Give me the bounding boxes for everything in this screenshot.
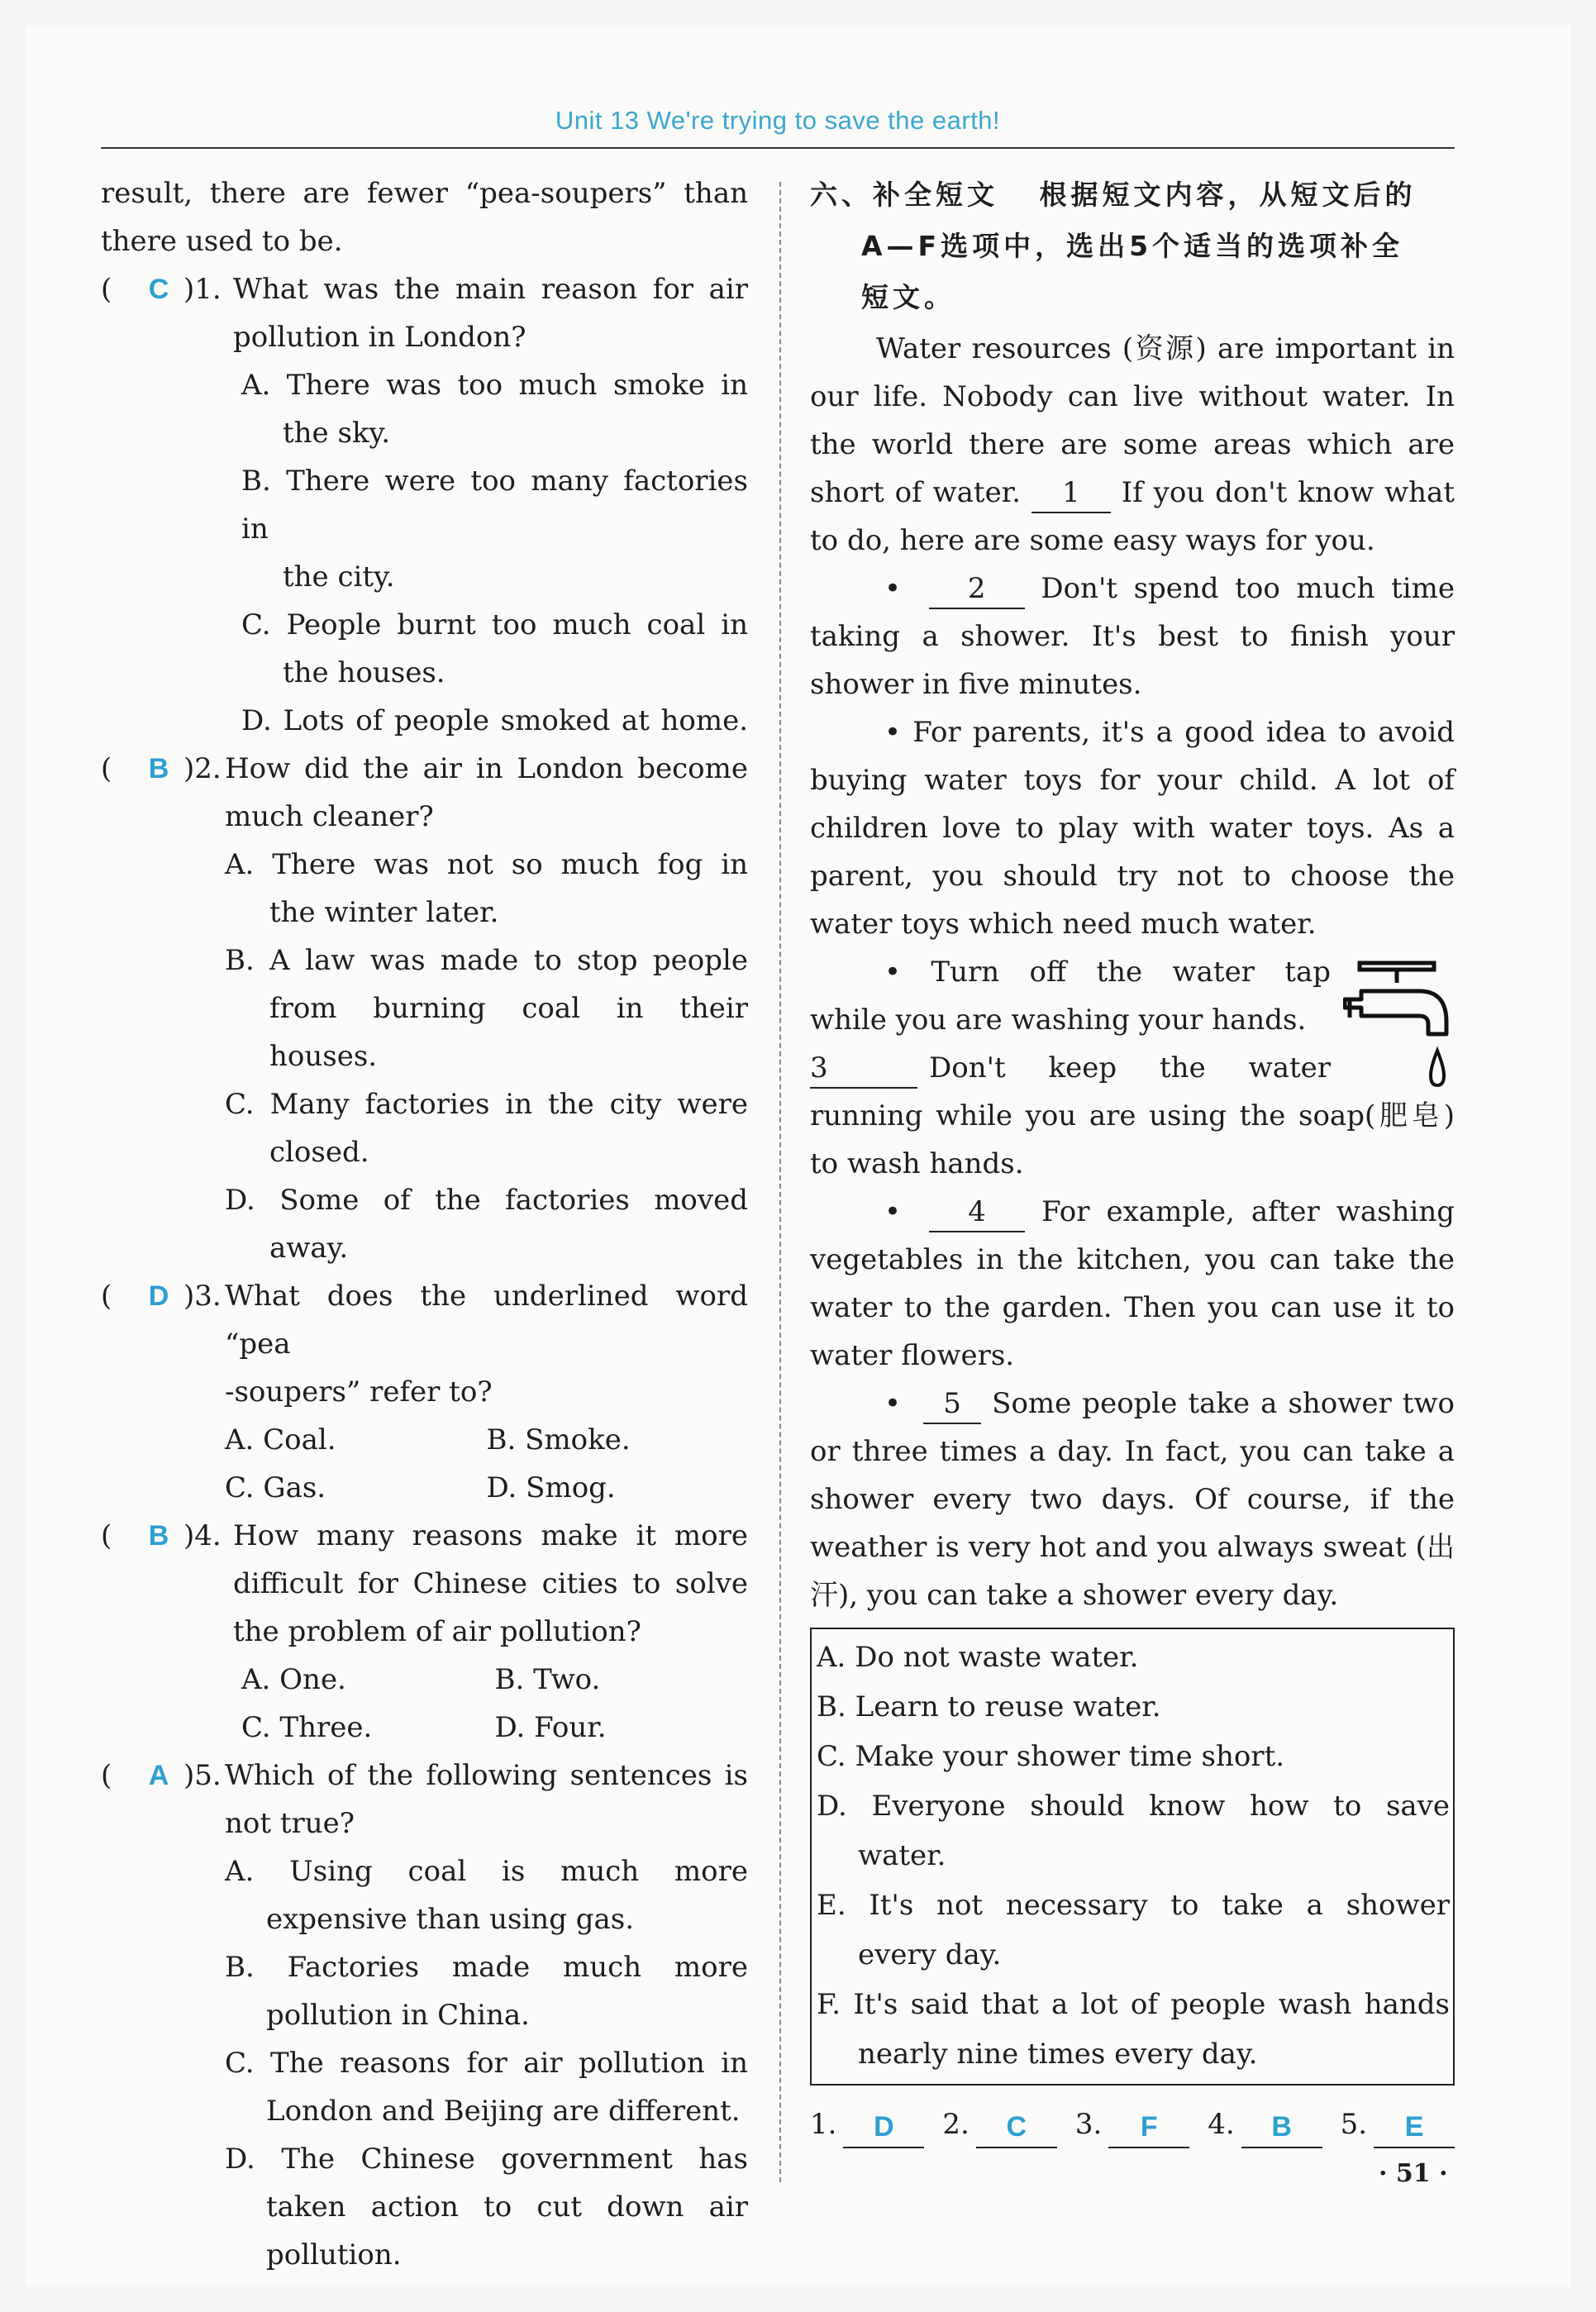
answer-bracket: ( B )4. <box>101 1512 233 1560</box>
answer-mark: A <box>148 1760 169 1791</box>
option: C. Gas. <box>225 1471 326 1504</box>
paragraph-1: Water resources (资源) are important in our life. Nobody can live without water. In the world there are some areas which are short of water. 1 If you don't know what to do, here are some easy ways for you. <box>810 332 1455 557</box>
option: C. People burnt too much coal in the houses. <box>241 608 748 689</box>
paragraph-line: 3 Don't keep the water <box>810 1044 1331 1092</box>
option-grid <box>101 1416 748 1512</box>
page-number: · 51 · <box>1379 2159 1448 2188</box>
option: A. One. <box>241 1663 346 1696</box>
blank-4[interactable]: 4 <box>929 1193 1025 1232</box>
paragraph-line: • Turn off the water tap <box>884 956 1331 989</box>
option: B. A law was made to stop people from burning coal in their houses. <box>225 944 748 1073</box>
question-stem: How did the air in London become <box>225 752 748 785</box>
question-stem: pollution in London? <box>233 321 526 354</box>
option: B. Factories made much more pollution in China. <box>225 1951 749 2032</box>
question-stem: What does the underlined word “pea <box>225 1280 748 1361</box>
option: D. The Chinese government has taken action to cut down air pollution. <box>225 2143 748 2271</box>
intro-line: result, there are fewer “pea-soupers” than <box>101 177 748 210</box>
paragraph-2: • 2 Don't spend too much time taking a shower. It's best to finish your shower in five minutes. <box>810 565 1455 708</box>
paragraph-6: • 5 Some people take a shower two or three times a day. In fact, you can take a shower every two days. Of course, if the weather is very hot and you always sweat (出汗), you can take a shower every day. <box>810 1380 1455 1619</box>
answer-bracket: ( C )1. <box>101 265 233 313</box>
option: D. Four. <box>494 1711 607 1744</box>
option: B. Two. <box>494 1663 601 1696</box>
option: A. Coal. <box>225 1423 336 1456</box>
answer-bracket: ( B )2. <box>101 745 233 793</box>
header-rule <box>101 147 1455 149</box>
answer-mark: C <box>148 274 169 305</box>
option-group <box>101 841 748 1272</box>
section-instruction: A—F选项中，选出5个适当的选项补全 <box>861 230 1404 262</box>
answer-bracket: ( A )5. <box>101 1752 233 1800</box>
answer-bracket: ( D )3. <box>101 1272 233 1320</box>
question-3 <box>101 1272 748 1416</box>
option: A. There was too much smoke in the sky. <box>241 369 748 450</box>
answer-fill[interactable]: F <box>1108 2107 1189 2148</box>
intro-line: there used to be. <box>101 225 343 258</box>
question-stem: How many reasons make it more <box>233 1519 748 1552</box>
answer-mark: B <box>148 1520 169 1552</box>
question-stem: difficult for Chinese cities to solve <box>233 1567 748 1600</box>
answer-line: 1. D 2. C 3. F 4. B 5. E <box>810 2100 1455 2148</box>
choices-box <box>810 1628 1455 2086</box>
option: D. Lots of people smoked at home. <box>241 704 749 737</box>
blank-3[interactable]: 3 <box>810 1049 917 1089</box>
answer-fill[interactable]: C <box>976 2107 1057 2148</box>
section-label: 六、补全短文 <box>810 179 998 211</box>
blank-1[interactable]: 1 <box>1031 474 1111 513</box>
choice-option: A. Do not waste water. <box>817 1641 1139 1674</box>
option-grid <box>101 1656 748 1752</box>
choice-option: D. Everyone should know how to save water. <box>817 1790 1450 1872</box>
choice-option: B. Learn to reuse water. <box>817 1690 1161 1723</box>
question-4 <box>101 1512 748 1656</box>
unit-header: Unit 13 We're trying to save the earth! <box>555 106 1001 135</box>
question-2 <box>101 745 748 841</box>
question-stem: not true? <box>225 1807 355 1840</box>
option-group <box>101 361 748 745</box>
question-stem: much cleaner? <box>225 800 434 833</box>
question-stem: Which of the following sentences is <box>225 1759 748 1792</box>
blank-5[interactable]: 5 <box>923 1385 981 1424</box>
water-tap-icon <box>1343 951 1455 1100</box>
option: D. Some of the factories moved away. <box>225 1184 748 1265</box>
option: D. Smog. <box>486 1471 616 1504</box>
paragraph-5: • 4 For example, after washing vegetables in the kitchen, you can take the water to the garden. Then you can use it to water flowers. <box>810 1188 1455 1380</box>
section-heading <box>810 169 1455 221</box>
choice-option: E. It's not necessary to take a shower every day. <box>817 1889 1450 1971</box>
question-1 <box>101 265 748 361</box>
question-stem: the problem of air pollution? <box>233 1615 641 1648</box>
question-5 <box>101 1752 748 1847</box>
paragraph-line: running while you are using the soap(肥皂) to wash hands. <box>810 1099 1455 1180</box>
option: A. Using coal is much more expensive than using gas. <box>225 1855 749 1936</box>
column-divider <box>779 182 781 2182</box>
section-instruction: 根据短文内容，从短文后的 <box>1039 179 1417 211</box>
option: C. Many factories in the city were closed. <box>225 1088 748 1169</box>
left-column <box>101 169 748 2279</box>
option-group <box>101 1847 748 2279</box>
option: B. There were too many factories in the city. <box>241 465 749 593</box>
answer-mark: D <box>148 1280 169 1312</box>
blank-2[interactable]: 2 <box>929 570 1025 609</box>
section-instruction: 短文。 <box>861 281 955 313</box>
choice-option: F. It's said that a lot of people wash hands nearly nine times every day. <box>817 1988 1450 2071</box>
option: B. Smoke. <box>486 1423 631 1456</box>
question-stem: What was the main reason for air <box>233 273 748 306</box>
choice-option: C. Make your shower time short. <box>817 1740 1285 1773</box>
option: C. Three. <box>241 1711 373 1744</box>
answer-fill[interactable]: B <box>1241 2107 1322 2148</box>
answer-fill[interactable]: D <box>843 2107 924 2148</box>
paragraph-4 <box>810 948 1455 1188</box>
paragraph-line: while you are washing your hands. <box>810 1003 1307 1037</box>
answer-fill[interactable]: E <box>1374 2107 1455 2148</box>
option: A. There was not so much fog in the winter later. <box>225 848 748 929</box>
question-stem: -soupers” refer to? <box>225 1375 493 1409</box>
answer-mark: B <box>148 753 169 784</box>
right-column <box>810 169 1455 2148</box>
option: C. The reasons for air pollution in London and Beijing are different. <box>225 2047 748 2128</box>
paragraph-3: • For parents, it's a good idea to avoid buying water toys for your child. A lot of children love to play with water toys. As a parent, you should try not to choose the water toys which need much water. <box>810 716 1455 941</box>
